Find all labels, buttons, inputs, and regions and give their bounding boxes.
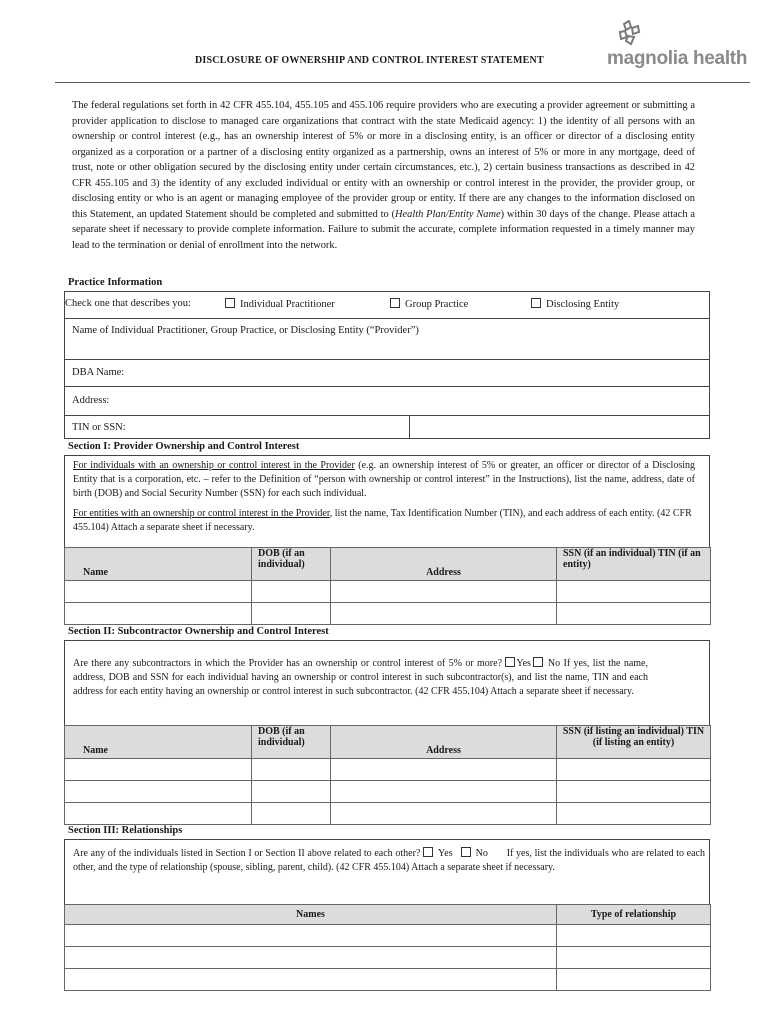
no-checkbox[interactable] [533, 657, 543, 667]
checkbox[interactable] [390, 298, 400, 308]
practice-info-heading: Practice Information [68, 277, 163, 288]
section2-heading: Section II: Subcontractor Ownership and Control Interest [68, 626, 329, 637]
section1-instructions [64, 455, 710, 548]
table-header-row [65, 548, 711, 581]
form-title: DISCLOSURE OF OWNERSHIP AND CONTROL INTEREST STATEMENT [195, 55, 544, 66]
section2-table [64, 725, 711, 825]
dba-name-field[interactable] [64, 359, 710, 387]
col-ssn-tin: SSN (if an individual) TIN (if an entity) [557, 548, 711, 581]
section3-heading: Section III: Relationships [68, 825, 183, 836]
provider-name-field[interactable] [64, 318, 710, 360]
section1-table [64, 547, 711, 625]
table-header-row [65, 905, 711, 925]
checkbox[interactable] [225, 298, 235, 308]
provider-name-label: Name of Individual Practitioner, Group Practice, or Disclosing Entity (“Provider”) [72, 325, 419, 336]
logo-text: magnolia health [607, 48, 748, 69]
no-checkbox[interactable] [461, 847, 471, 857]
col-address: Address [331, 548, 557, 581]
col-dob: DOB (if an individual) [252, 726, 331, 759]
dba-name-label: DBA Name: [72, 367, 125, 378]
col-relationship-type: Type of relationship [557, 905, 711, 925]
table-row[interactable] [65, 925, 711, 947]
checkbox[interactable] [531, 298, 541, 308]
col-dob: DOB (if an individual) [252, 548, 331, 581]
header-divider [55, 82, 750, 83]
table-row[interactable] [65, 759, 711, 781]
section2-question-text: Are there any subcontractors in which the Provider has an ownership or control interest of 5% or more? Yes No If yes, list the name, address, DOB and SSN for each individual having an ownership or control interest in such subcontractor(s), and list the name, TIN and each address for each entity having an ownership or control interest in such subcontractor. (42 CFR 455.104) Attach a separate sheet if necessary. [73, 658, 648, 697]
section1-heading: Section I: Provider Ownership and Control Interest [68, 441, 300, 452]
col-names: Names [65, 905, 557, 925]
tin-ssn-label: TIN or SSN: [72, 422, 126, 433]
table-row[interactable] [65, 581, 711, 603]
col-name: Name [65, 548, 252, 581]
address-field[interactable] [64, 386, 710, 416]
option-individual-practitioner[interactable]: Individual Practitioner [225, 298, 335, 310]
tin-ssn-value-field[interactable] [409, 415, 710, 439]
table-row[interactable] [65, 781, 711, 803]
yes-checkbox[interactable] [505, 657, 515, 667]
section3-table [64, 904, 711, 991]
section2-instructions [64, 640, 710, 726]
magnolia-health-logo [604, 20, 754, 72]
section3-question-text: Are any of the individuals listed in Section I or Section II above related to each other? Yes No If yes, list the individuals who are related to each other, and the type of relationship (spouse, sibling, parent, child). (42 CFR 455.104) Attach a separate sheet if necessary. [73, 848, 705, 873]
tin-ssn-field[interactable] [64, 415, 410, 439]
provider-type-label: Check one that describes you: [65, 298, 191, 309]
col-address: Address [331, 726, 557, 759]
section1-entities-text: For entities with an ownership or control interest in the Provider, list the name, Tax Identification Number (TIN), and each address of each entity. (42 CFR 455.104) Attach a separate sheet if necessary. [73, 508, 692, 533]
address-label: Address: [72, 395, 110, 406]
table-row[interactable] [65, 969, 711, 991]
option-disclosing-entity[interactable]: Disclosing Entity [531, 298, 619, 310]
col-ssn-tin: SSN (if listing an individual) TIN (if listing an entity) [557, 726, 711, 759]
table-row[interactable] [65, 803, 711, 825]
table-header-row [65, 726, 711, 759]
option-group-practice[interactable]: Group Practice [390, 298, 468, 310]
yes-checkbox[interactable] [423, 847, 433, 857]
col-name: Name [65, 726, 252, 759]
section1-individuals-text: For individuals with an ownership or control interest in the Provider (e.g. an ownership interest of 5% or greater, an officer or director of a Disclosing Entity that is a corporation, etc. – refer to the Definition of “person with ownership or control interest” in the Instructions), list the name, address, date of birth (DOB) and Social Security Number (SSN) for each such individual. [73, 460, 695, 499]
section3-instructions [64, 839, 710, 905]
flower-icon [612, 20, 652, 50]
table-row[interactable] [65, 603, 711, 625]
table-row[interactable] [65, 947, 711, 969]
provider-type-row [64, 291, 710, 319]
intro-paragraph: The federal regulations set forth in 42 CFR 455.104, 455.105 and 455.106 require providers who are executing a provider agreement or submitting a provider application to disclose to managed care organizations that contract with the state Medicaid agency: 1) the identity of all persons with an ownership or control interest (e.g., has an ownership interest of 5% or more in a disclosing entity, is an officer or director of a disclosing entity organized as a corporation or a partner of a disclosing entity organized as a partnership, owns an interest of 5% or more in any mortgage, deed of trust, note or other obligation secured by the disclosing entity under certain circumstances, etc.), 2) certain business transactions as described in 42 CFR 455.105 and 3) the identity of any excluded individual or entity with an ownership or control interest in the provider, the provider group, or disclosing entity or who is an agent or managing employee of the provider group or entity. If there are any changes to the information disclosed on this Statement, an updated Statement should be completed and submitted to (Health Plan/Entity Name) within 30 days of the change. Please attach a separate sheet if necessary to provide complete information. Failure to submit the accurate, complete information requested in a timely manner may lead to the termination or denial of enrollment into the network. [72, 100, 695, 251]
